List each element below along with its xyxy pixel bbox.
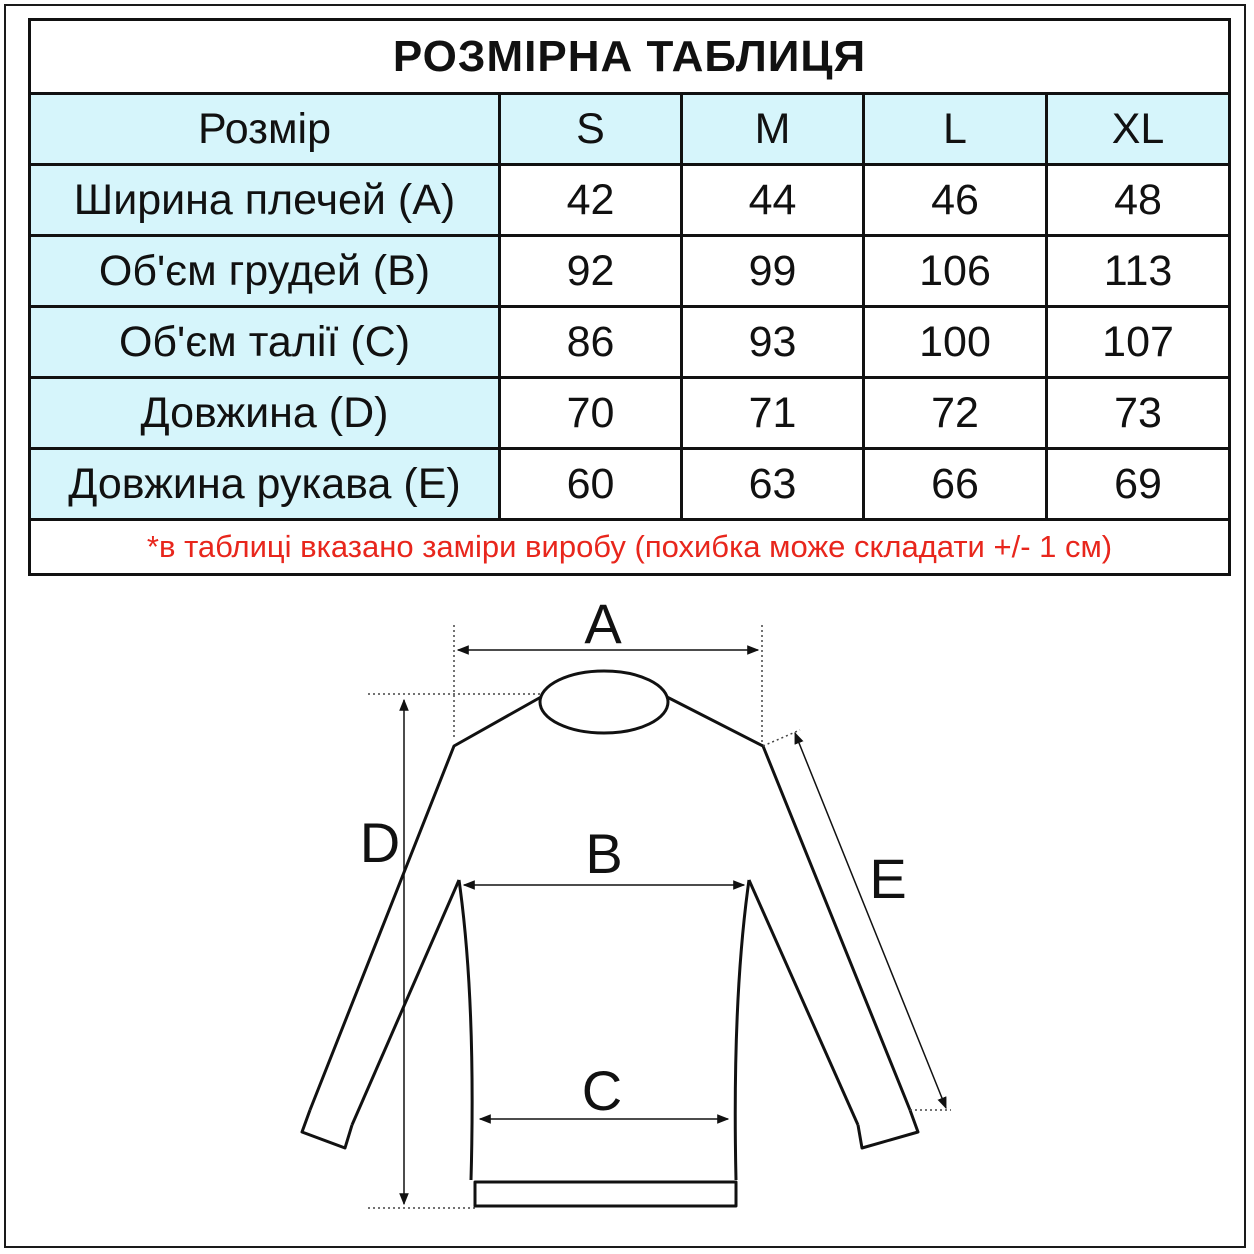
- left-side-seam: [459, 880, 472, 1180]
- table-cell: 71: [682, 378, 864, 449]
- right-sleeve-inner: [749, 880, 858, 1125]
- table-cell: 70: [500, 378, 682, 449]
- size-header-l: L: [864, 94, 1047, 165]
- table-cell: 92: [500, 236, 682, 307]
- table-cell: 73: [1047, 378, 1230, 449]
- waistband: [475, 1182, 736, 1206]
- size-header-s: S: [500, 94, 682, 165]
- table-cell: 44: [682, 165, 864, 236]
- table-cell: 93: [682, 307, 864, 378]
- table-title: РОЗМІРНА ТАБЛИЦЯ: [30, 20, 1230, 94]
- measure-c-label: C: [581, 1059, 623, 1122]
- measure-a-label: A: [584, 592, 622, 655]
- table-cell: 66: [864, 449, 1047, 520]
- measure-e-label: E: [869, 847, 907, 910]
- table-cell: 42: [500, 165, 682, 236]
- row-label-chest: Об'єм грудей (В): [30, 236, 500, 307]
- size-header-label: Розмір: [30, 94, 500, 165]
- table-cell: 72: [864, 378, 1047, 449]
- right-side-seam: [735, 880, 749, 1180]
- table-cell: 86: [500, 307, 682, 378]
- table-cell: 106: [864, 236, 1047, 307]
- measure-b-label: B: [585, 822, 623, 885]
- guide-lines: [368, 625, 951, 1208]
- sweater-outline: [302, 671, 918, 1206]
- size-header-xl: XL: [1047, 94, 1230, 165]
- row-label-length: Довжина (D): [30, 378, 500, 449]
- table-cell: 69: [1047, 449, 1230, 520]
- table-cell: 107: [1047, 307, 1230, 378]
- row-label-shoulder-width: Ширина плечей (А): [30, 165, 500, 236]
- table-cell: 113: [1047, 236, 1230, 307]
- table-cell: 100: [864, 307, 1047, 378]
- row-label-sleeve-length: Довжина рукава (Е): [30, 449, 500, 520]
- neckline: [540, 671, 668, 733]
- measure-e-arrow: [795, 733, 946, 1108]
- table-cell: 63: [682, 449, 864, 520]
- measurement-note: *в таблиці вказано заміри виробу (похибка може складати +/- 1 см): [30, 520, 1230, 575]
- table-cell: 48: [1047, 165, 1230, 236]
- size-header-m: M: [682, 94, 864, 165]
- left-sleeve-inner: [352, 880, 459, 1125]
- left-sleeve-outer: [310, 697, 541, 1110]
- table-cell: 46: [864, 165, 1047, 236]
- left-cuff: [302, 1110, 352, 1148]
- table-cell: 99: [682, 236, 864, 307]
- table-cell: 60: [500, 449, 682, 520]
- right-cuff: [858, 1110, 918, 1148]
- row-label-waist: Об'єм талії (С): [30, 307, 500, 378]
- measure-d-label: D: [359, 811, 401, 874]
